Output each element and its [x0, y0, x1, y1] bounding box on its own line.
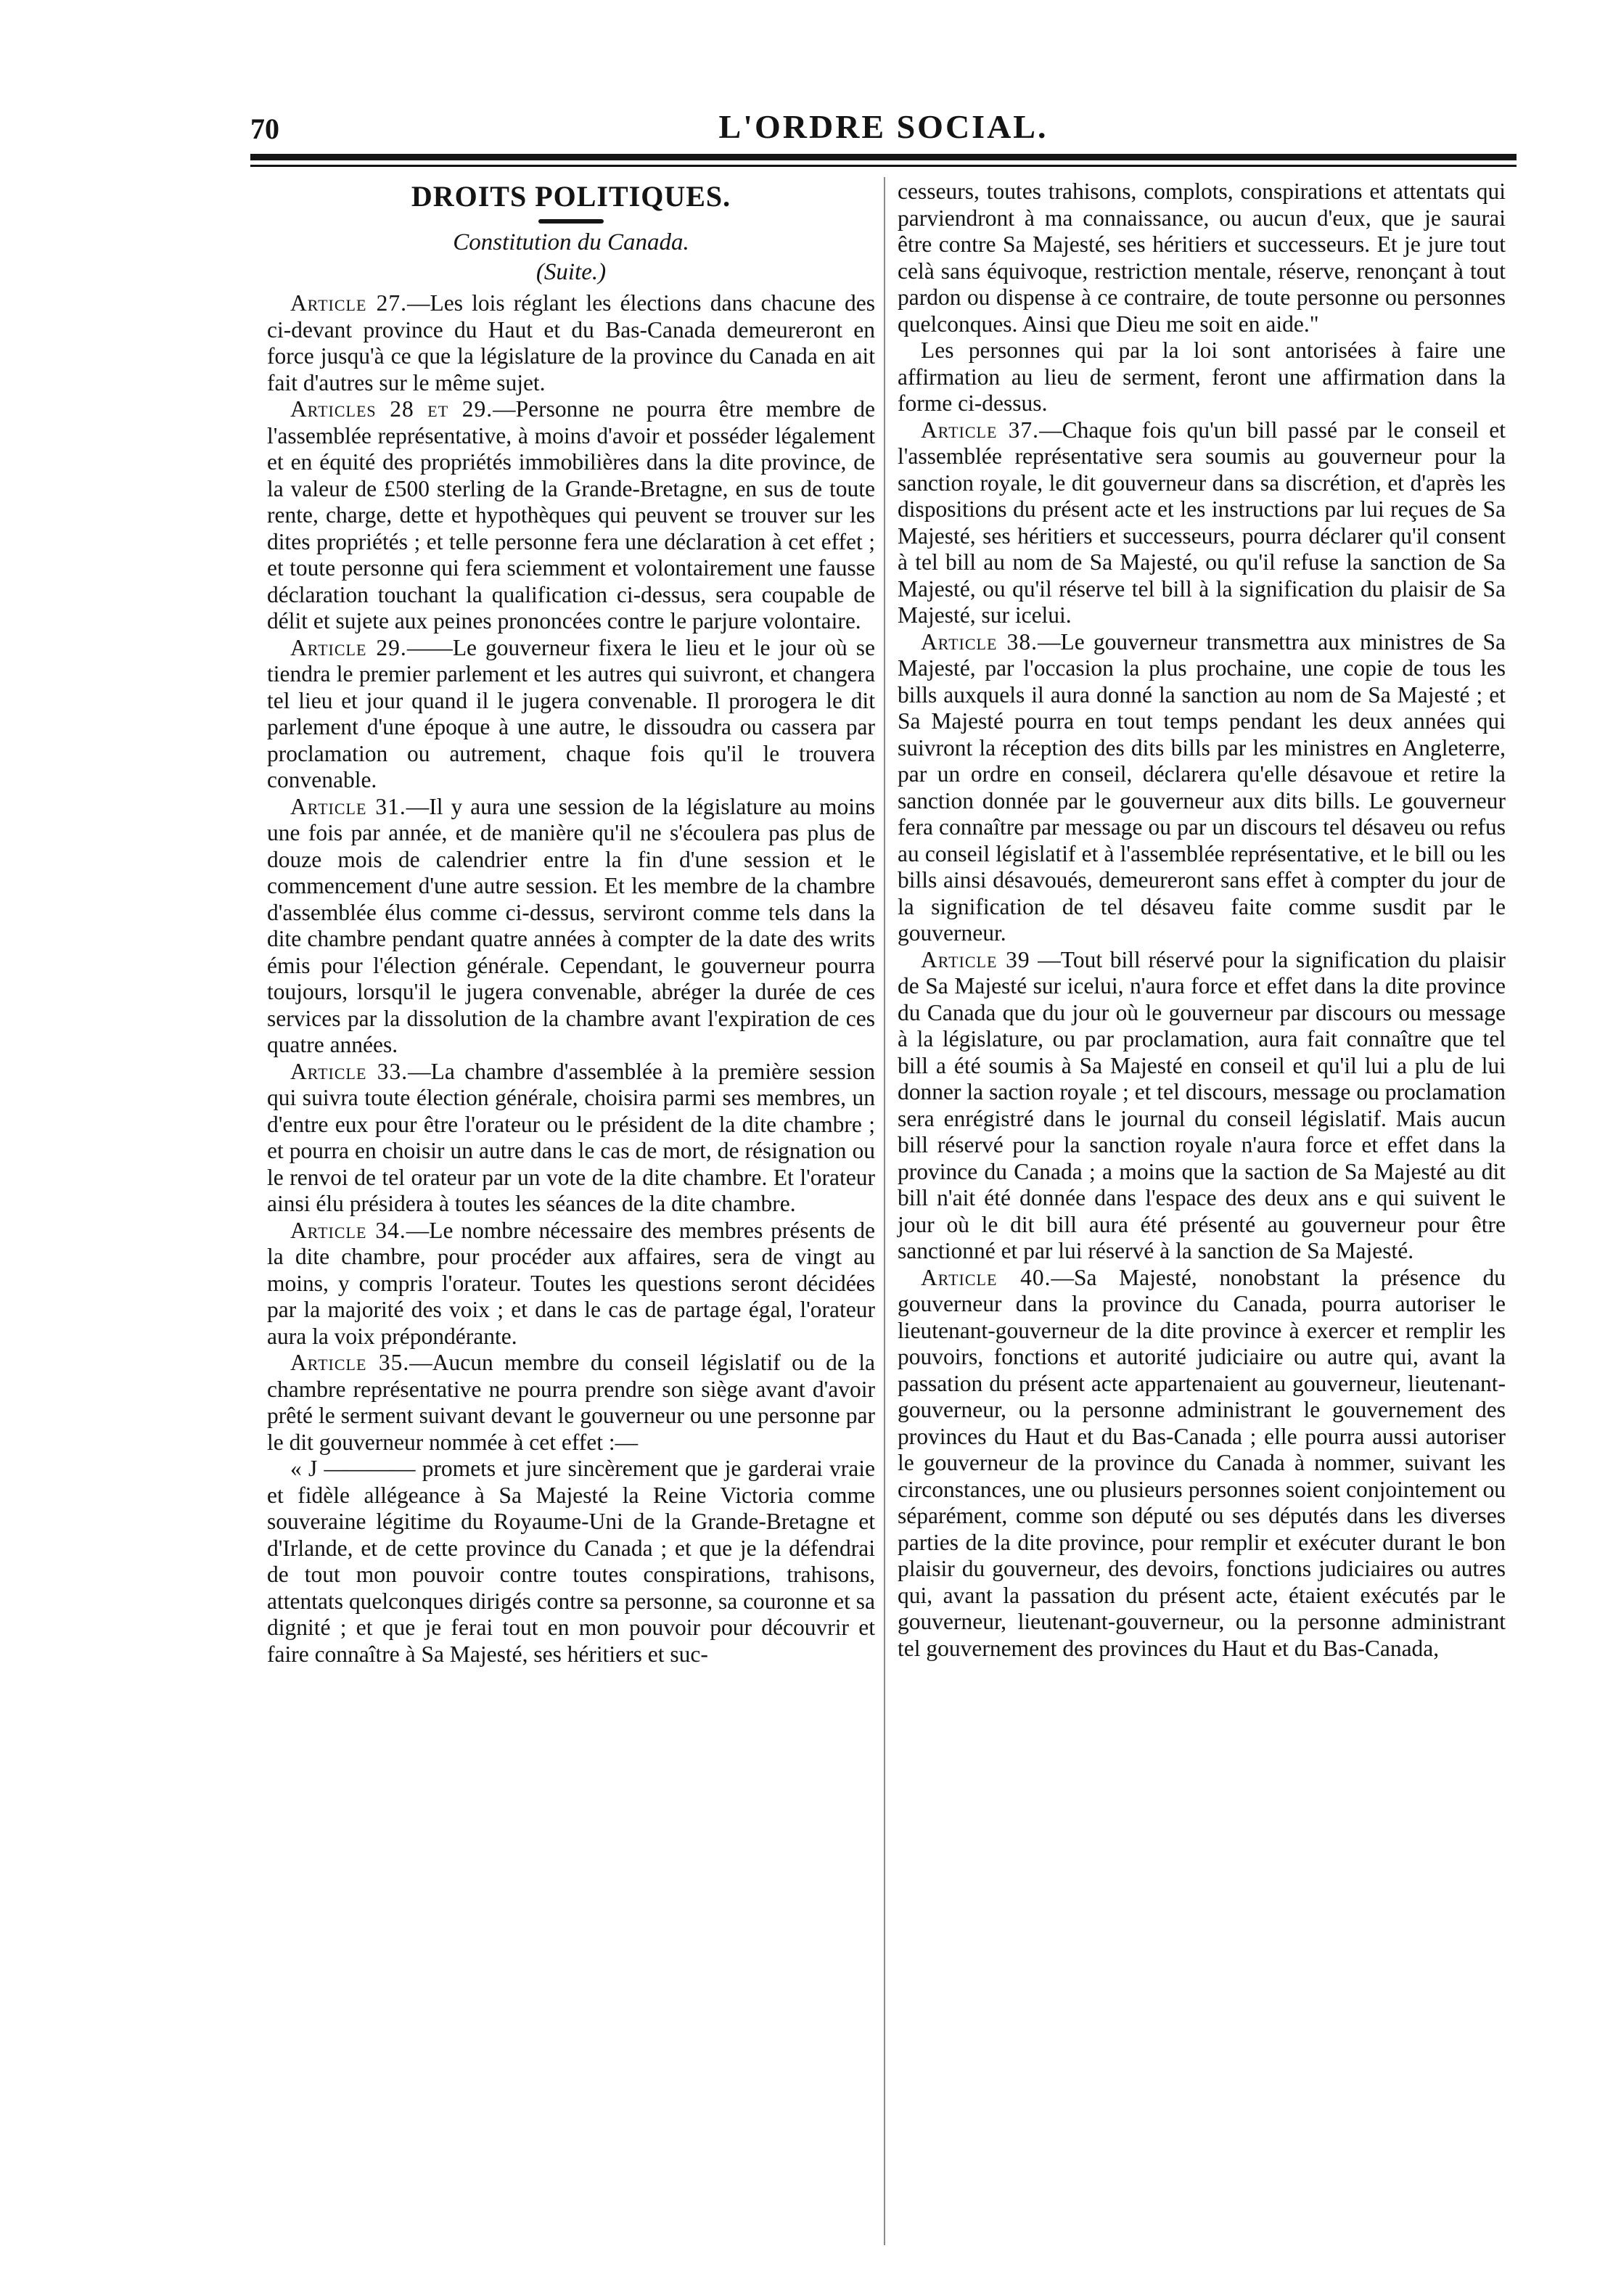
- header-rule-thick: [250, 154, 1517, 160]
- article-paragraph: [898, 337, 1506, 417]
- section-title: DROITS POLITIQUES.: [411, 180, 731, 213]
- page-header: [250, 107, 1517, 148]
- article-label: Article 29.: [290, 634, 407, 660]
- article-paragraph: [267, 794, 875, 1059]
- article-paragraph: [267, 290, 875, 396]
- article-label: Article 40.: [921, 1264, 1051, 1290]
- article-label: Article 39: [921, 946, 1030, 972]
- article-label: Article 34.: [290, 1217, 406, 1243]
- article-text: cesseurs, toutes trahisons, complots, conspirations et attentats qui parviendront à ma connaissance, ou aucun d'eux, que je saurai être contre Sa Majesté, ses héritiers et successeurs. Et je jure tout celà sans équivoque, restriction mentale, réserve, renonçant à tout pardon ou dispense à ce contraire, de toute personne ou personnes quelconques. Ainsi que Dieu me soit en aide.": [898, 179, 1506, 337]
- article-text: —Sa Majesté, nonobstant la présence du gouverneur dans la province du Canada, pourra autoriser le lieutenant-gouverneur de la dite province à exercer et remplir les pouvoirs, fonctions et autorité judiciaire ou autre qui, avant la passation du présent acte appartenaient au gouverneur, lieutenant-gouverneur, ou la personne administrant le gouvernement des provinces du Haut et du Bas-Canada ; elle pourra aussi autoriser le gouverneur de la province du Canada à nommer, suivant les circonstances, une ou plusieurs personnes soient conjointement ou séparément, comme son député ou ses députés dans les diverses parties de la dite province, pour remplir et exécuter durant le bon plaisir du gouverneur, des devoirs, fonctions judiciaires ou autres qui, avant la passation du présent acte, étaient exécutés par le gouverneur, lieutenant-gouverneur, ou la personne administrant tel gouvernement des provinces du Haut et du Bas-Canada,: [898, 1264, 1506, 1661]
- article-paragraph: [267, 1350, 875, 1456]
- header-rule-thin: [250, 165, 1517, 167]
- article-paragraph: [267, 1218, 875, 1350]
- article-paragraph: [267, 396, 875, 635]
- article-text: —Chaque fois qu'un bill passé par le conseil et l'assemblée représentative sera soumis au gouverneur pour la sanction royale, le dit gouverneur dans sa discrétion, et d'après les dispositions du présent acte et les instructions par lui reçues de Sa Majesté, ses héritiers et successeurs, pourra déclarer qu'il consent à tel bill au nom de Sa Majesté, ou qu'il refuse la sanction de Sa Majesté, ou qu'il réserve tel bill à la signification du plaisir de Sa Majesté, sur icelui.: [898, 417, 1506, 628]
- article-label: Article 27.: [290, 290, 407, 316]
- article-text: « J ———— promets et jure sincèrement que je garderai vraie et fidèle allégeance à Sa Majesté la Reine Victoria comme souveraine légitime du Royaume-Uni de la Grande-Bretagne et d'Irlande, et de cette province du Canada ; et que je la défendrai de tout mon pouvoir contre toutes conspirations, trahisons, attentats quelconques dirigés contre sa personne, sa couronne et sa dignité ; et que je ferai tout en mon pouvoir pour découvrir et faire connaître à Sa Majesté, ses héritiers et suc-: [267, 1456, 875, 1667]
- article-label: Article 35.: [290, 1350, 410, 1375]
- page-number: 70: [250, 112, 279, 145]
- article-text: —Personne ne pourra être membre de l'assemblée représentative, à moins d'avoir et posséder légalement et en équité des propriétés immobilières dans la dite province, de la valeur de £500 sterling de la Grande-Bretagne, en sus de toute rente, charge, dette et hypothèques qui peuvent se trouver sur les dites propriétés ; et telle personne fera une déclaration à cet effet ; et toute personne qui fera sciemment et volontairement une fausse déclaration touchant la qualification ci-dessus, sera coupable de délit et sujete aux peines prononcées contre le parjure volontaire.: [267, 396, 876, 634]
- article-paragraph: [267, 1059, 875, 1218]
- article-text: Les personnes qui par la loi sont antorisées à faire une affirmation au lieu de serment, feront une affirmation dans la forme ci-dessus.: [898, 337, 1506, 416]
- article-paragraph: [898, 179, 1506, 337]
- left-column: [267, 179, 875, 1668]
- article-paragraph: [898, 947, 1506, 1265]
- right-column: [898, 179, 1506, 1662]
- article-paragraph: [898, 1265, 1506, 1662]
- journal-title: L'ORDRE SOCIAL.: [718, 108, 1048, 145]
- article-label: Articles 28 et 29.: [290, 396, 493, 422]
- section-suite-note: (Suite.): [535, 259, 607, 285]
- article-text: ——Le gouverneur fixera le lieu et le jour où se tiendra le premier parlement et les autres qui suivront, et changera tel lieu et jour quand il le jugera convenable. Il prorogera le dit parlement d'une époque à une autre, le dissoudra ou cassera par proclamation ou autrement, chaque fois qu'il le trouvera convenable.: [267, 634, 875, 792]
- column-divider: [884, 177, 885, 2245]
- article-text: —Le nombre nécessaire des membres présents de la dite chambre, pour procéder aux affaires, sera de vingt au moins, y compris l'orateur. Toutes les questions seront décidées par la majorité des voix ; et dans le cas de partage égal, l'orateur aura la voix prépondérante.: [267, 1217, 875, 1349]
- article-text: —Aucun membre du conseil législatif ou de la chambre représentative ne pourra prendre son siège avant d'avoir prêté le serment suivant devant le gouverneur ou une personne par le dit gouverneur nommée à cet effet :—: [267, 1350, 876, 1455]
- article-text: —Le gouverneur transmettra aux ministres de Sa Majesté, par l'occasion la plus prochaine, une copie de tous les bills auxquels il aura donné la sanction au nom de Sa Majesté ; et Sa Majesté pourra en tout temps pendant les deux années qui suivront la réception des dits bills par les ministres en Angleterre, par un ordre en conseil, déclarera qu'elle désavoue et retire la sanction donnée par le gouverneur aux dits bills. Le gouverneur fera connaître par message ou par un discours tel désaveu ou refus au conseil législatif et à l'assemblée représentative, et le bill ou les bills ainsi désavoués, demeureront sans effet à compter du jour de la signification de tel désaveu faite comme susdit par le gouverneur.: [898, 628, 1506, 946]
- article-text: —Tout bill réservé pour la signification du plaisir de Sa Majesté sur icelui, n'aura force et effet dans la dite province du Canada que du jour où le gouverneur par discours ou message à la législature, ou par proclamation, aura fait connaître que tel bill a été soumis à Sa Majesté en conseil et qu'il lui a plu de lui donner la saction royale ; et tel discours, message ou proclamation sera enrégistré dans le journal du conseil législatif. Mais aucun bill réservé pour la sanction royale n'aura force et effet dans la province du Canada ; a moins que la saction de Sa Majesté au dit bill n'ait été donnée dans l'espace des deux ans e qui suivent le jour où le dit bill aura été présenté au gouverneur pour être sanctionné et par lui réservé à la sanction de Sa Majesté.: [898, 946, 1506, 1263]
- article-text: —La chambre d'assemblée à la première session qui suivra toute élection générale, choisira parmi ses membres, un d'entre eux pour être l'orateur ou le président de la dite chambre ; et pourra en choisir un autre dans le cas de mort, de résignation ou le renvoi de tel orateur par un vote de la dite chambre. Et l'orateur ainsi élu présidera à toutes les séances de la dite chambre.: [267, 1058, 875, 1216]
- article-text: —Les lois réglant les élections dans chacune des ci-devant province du Haut et du Bas-Canada demeureront en force jusqu'à ce que la législature de la province du Canada en ait fait d'autres sur le même sujet.: [267, 290, 875, 395]
- article-paragraph: [267, 1456, 875, 1668]
- article-text: —Il y aura une session de la législature au moins une fois par année, et de manière qu'il ne s'écoulera pas plus de douze mois de calendrier entre la fin d'une session et le commencement d'une autre session. Et les membre de la chambre d'assemblée élus comme ci-dessus, serviront comme tels dans la dite chambre pendant quatre années à compter de la date des writs émis pour l'élection générale. Cependant, le gouverneur pourra toujours, lorsqu'il le jugera convenable, abréger la durée de ces services par la dissolution de la chambre avant l'expiration de ces quatre années.: [267, 793, 876, 1057]
- title-ornament-rule: [538, 219, 604, 224]
- article-paragraph: [267, 635, 875, 794]
- section-subtitle: Constitution du Canada.: [453, 229, 689, 255]
- article-label: Article 31.: [290, 793, 406, 819]
- article-paragraph: [898, 417, 1506, 629]
- article-label: Article 33.: [290, 1058, 409, 1084]
- article-label: Article 37.: [921, 417, 1040, 443]
- article-label: Article 38.: [921, 628, 1038, 655]
- article-paragraph: [898, 629, 1506, 947]
